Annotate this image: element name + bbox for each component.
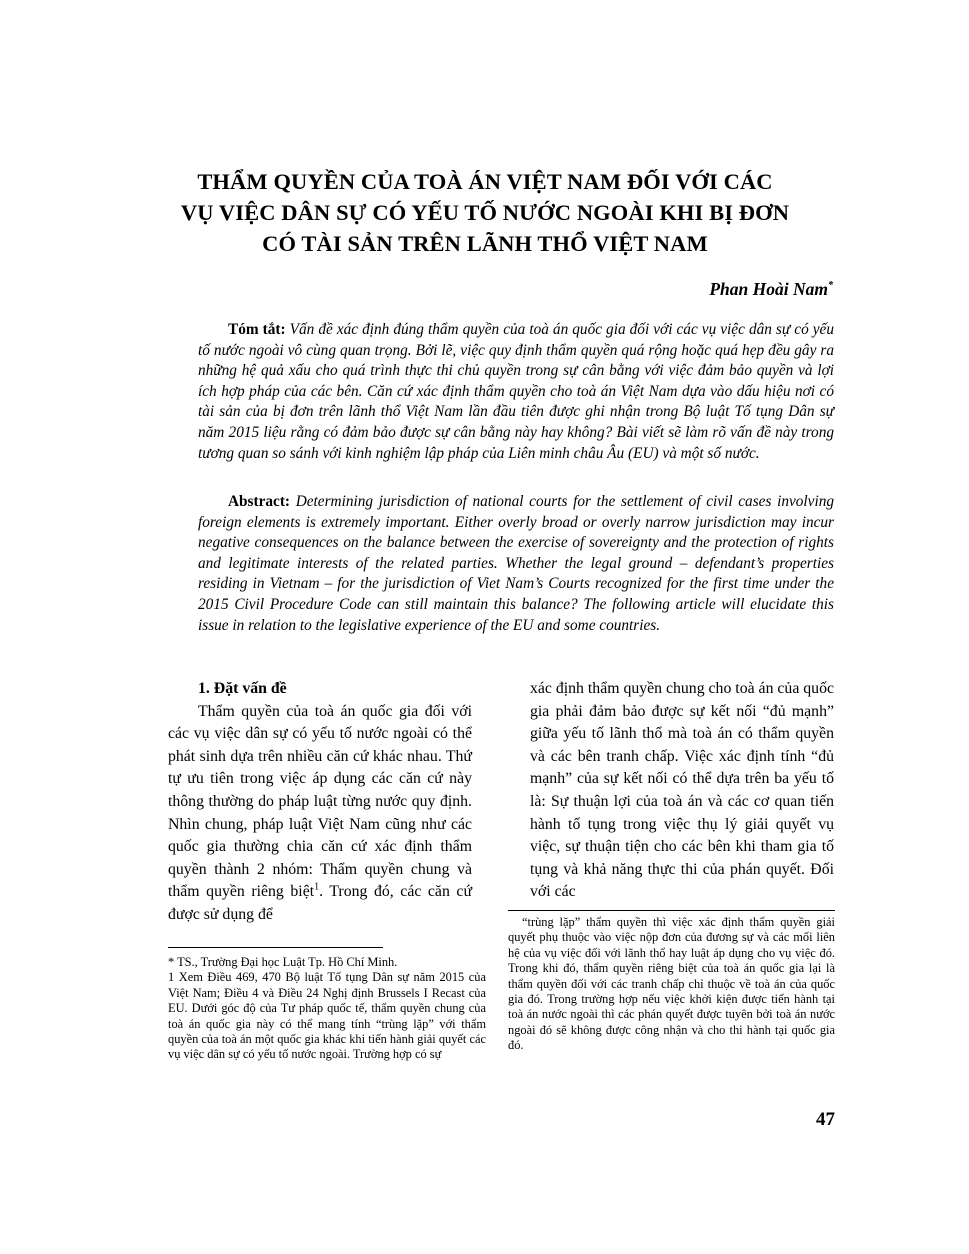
footnotes-left (168, 955, 486, 1063)
body-paragraph-left (168, 701, 472, 927)
footnotes-right (508, 915, 835, 1054)
section-heading: 1. Đặt vấn đề (198, 680, 287, 697)
footnote-divider-right (508, 910, 835, 911)
body-column-left (168, 678, 472, 927)
abstract-vi-text: Vấn đề xác định đúng thẩm quyền của toà án quốc gia đối với các vụ việc dân sự có yếu tố nước ngoài vô cùng quan trọng. Bởi lẽ, việc quy định thẩm quyền quá rộng hoặc quá hẹp đều gây ra những hệ quả xấu cho quá trình thực thi chủ quyền trong sự cân bằng với việc đảm bảo quyền và lợi ích hợp pháp của các bên. Căn cứ xác định thẩm quyền cho toà án Việt Nam dựa vào dấu hiệu nơi có tài sản của bị đơn trên lãnh thổ Việt Nam lần đầu tiên được ghi nhận trong Bộ luật Tố tụng Dân sự năm 2015 liệu rằng có đảm bảo được sự cân bằng này hay không? Bài viết sẽ làm rõ vấn đề này trong tương quan so sánh với kinh nghiệm lập pháp của Liên minh châu Âu (EU) và một số nước. (198, 321, 834, 462)
title-line-3: CÓ TÀI SẢN TRÊN LÃNH THỔ VIỆT NAM (262, 231, 708, 256)
body-left-text: Thẩm quyền của toà án quốc gia đối với các vụ việc dân sự có yếu tố nước ngoài có thể phát sinh dựa trên nhiều căn cứ khác nhau. Thứ tự ưu tiên trong việc áp dụng các căn cứ này thông thường do pháp luật từng nước quy định. Nhìn chung, pháp luật Việt Nam cũng như các quốc gia thường chia căn cứ xác định thẩm quyền thành 2 nhóm: Thẩm quyền chung và thẩm quyền riêng biệt (168, 702, 472, 901)
page-number: 47 (816, 1109, 835, 1130)
body-left-tail: . Trong đó, các căn cứ được sử dụng để (168, 883, 473, 923)
title-line-1: THẨM QUYỀN CỦA TOÀ ÁN VIỆT NAM ĐỐI VỚI CÁC (197, 169, 773, 194)
abstract-en-label: Abstract: (228, 493, 291, 510)
footnote-1-continued: “trùng lặp” thẩm quyền thì việc xác định thẩm quyền giải quyết phụ thuộc vào việc nộp đơn của đương sự và các mối liên hệ của vụ việc đối với lãnh thổ hay luật áp dụng cho vụ việc đó. Trong khi đó, thẩm quyền riêng biệt của toà án quốc gia lại là thẩm quyền đối với các tranh chấp chỉ thuộc về toà án của quốc gia đó. Trong trường hợp nếu việc khởi kiện được tiến hành tại toà án nước ngoài thì các phán quyết được tuyên bởi toà án nước ngoài đó sẽ không được công nhận và cho thi hành tại quốc gia đó. (508, 915, 835, 1053)
body-paragraph-right: xác định thẩm quyền chung cho toà án của quốc gia phải đảm bảo được sự kết nối “đủ mạnh” giữa yếu tố lãnh thổ mà toà án có thẩm quyền và các bên tranh chấp. Việc xác định tính “đủ mạnh” của sự kết nối có thể dựa trên ba yếu tố là: Sự thuận lợi của toà án và các cơ quan tiến hành tố tụng trong việc thụ lý giải quyết vụ việc, sự thuận tiện cho các bên khi tham gia tố tụng và khả năng thực thi của phán quyết. Đối với các (530, 680, 834, 901)
abstract-vi-label: Tóm tắt: (228, 321, 286, 338)
article-title (140, 166, 830, 259)
author-text: Phan Hoài Nam (709, 279, 828, 299)
footnote-author: * TS., Trường Đại học Luật Tp. Hồ Chí Minh. (168, 955, 398, 969)
abstract-vietnamese (198, 320, 834, 464)
author-footnote-mark: * (828, 280, 833, 292)
body-column-right (530, 678, 834, 904)
author-name (709, 279, 833, 300)
footnote-divider-left (168, 947, 383, 948)
abstract-en-text: Determining jurisdiction of national courts for the settlement of civil cases involving foreign elements is extremely important. Either overly broad or overly narrow jurisdiction may incur negative consequences on the balance between the exercise of sovereignty and the protection of rights and legitimate interests of the related parties. Whether the legal ground – defendant’s properties residing in Vietnam – for the jurisdiction of Viet Nam’s Courts recognized for the first time under the 2015 Civil Procedure Code can still maintain this balance? The following article will elucidate this issue in relation to the legislative experience of the EU and some countries. (198, 493, 834, 634)
footnote-1: 1 Xem Điều 469, 470 Bộ luật Tố tụng Dân sự năm 2015 của Việt Nam; Điều 4 và Điều 24 Nghị định Brussels I Recast của EU. Dưới góc độ của Tư pháp quốc tế, thẩm quyền chung của toà án quốc gia này có thể mang tính “trùng lặp” với thẩm quyền của toà án một quốc gia khác khi tiến hành giải quyết các vụ việc dân sự có yếu tố nước ngoài. Trường hợp có sự (168, 970, 486, 1062)
title-line-2: VỤ VIỆC DÂN SỰ CÓ YẾU TỐ NƯỚC NGOÀI KHI BỊ ĐƠN (180, 200, 790, 225)
abstract-english (198, 492, 834, 636)
footnote-ref-1[interactable]: 1 (314, 882, 320, 894)
